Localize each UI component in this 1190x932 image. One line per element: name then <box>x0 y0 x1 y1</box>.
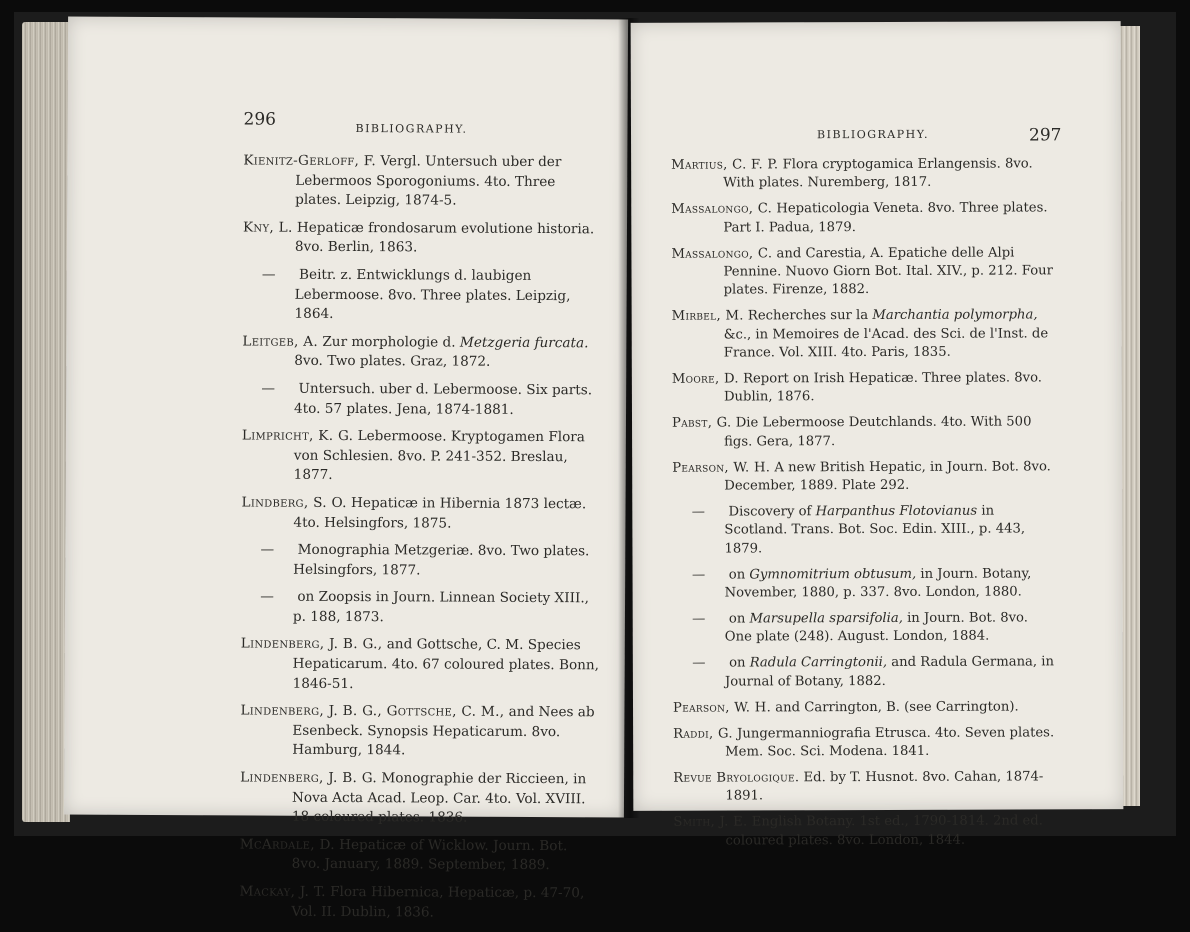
entry-text: Flora cryptogamica Erlangensis. 8vo. With plates. Nuremberg, 1817. <box>723 156 1033 191</box>
entry-author: McArdale, D. <box>239 836 335 853</box>
entry-italic-title: Radula Carringtonii, <box>749 655 888 671</box>
bibliography-entry <box>671 244 1053 301</box>
entry-text: on <box>724 655 750 671</box>
entry-author: Kny, L. <box>242 219 293 236</box>
entry-author: Raddi, G. <box>673 726 733 742</box>
bibliography-entry <box>242 265 602 326</box>
entry-text: Monographia Metzgeriæ. 8vo. Two plates. Helsingfors, 1877. <box>293 541 590 579</box>
bibliography-entry <box>241 588 601 629</box>
entry-text: and Radula Germana, in Journal of Botany, 1882. <box>724 654 1055 690</box>
bibliography-entry <box>241 541 601 582</box>
entry-text: 8vo. Two plates. Graz, 1872. <box>294 353 491 371</box>
entry-text: &c., in Memoires de l'Acad. des Sci. de l'Inst. de France. Vol. XIII. 4to. Paris, 1835. <box>723 326 1049 361</box>
entry-text: on <box>724 611 750 627</box>
bibliography-entry <box>673 698 1055 718</box>
bibliography-entry <box>671 200 1053 238</box>
entry-author: Massalongo, C. <box>671 201 773 218</box>
entry-author: Moore, D. <box>671 371 739 387</box>
entry-author: Lindenberg, J. B. G., <box>240 635 383 653</box>
bibliography-entry <box>242 332 602 373</box>
entry-text: Hepaticæ of Wicklow. Journ. Bot. 8vo. January, 1889. September, 1889. <box>291 836 568 874</box>
bibliography-entry <box>673 724 1055 762</box>
entry-text: Lebermoose. Kryptogamen Flora von Schlesien. 8vo. P. 241-352. Breslau, 1877. <box>293 428 585 484</box>
entry-italic-title: Metzgeria furcata. <box>459 334 589 352</box>
entry-italic-title: Marchantia polymorpha, <box>872 307 1038 324</box>
entry-text: and Carestia, A. Epatiche delle Alpi Pennine. Nuovo Giorn Bot. Ital. XIV., p. 212. Four plates. Firenze, 1882. <box>723 245 1053 298</box>
entry-author: Kienitz-Gerloff, F. <box>243 152 377 170</box>
bibliography-entry <box>672 458 1054 496</box>
entry-text: Jungermanniografia Etrusca. 4to. Seven plates. Mem. Soc. Sci. Modena. 1841. <box>725 724 1055 760</box>
bibliography-entry <box>673 813 1055 851</box>
entry-author: Pabst, G. <box>671 415 732 432</box>
bibliography-entry <box>672 369 1054 407</box>
bibliography-entry <box>241 493 601 534</box>
entry-author: Pearson, W. H. <box>672 460 771 476</box>
entry-author: Revue Bryologique. <box>673 770 800 786</box>
entry-author: Lindenberg, J. B. G. <box>240 769 378 787</box>
bibliography-entry <box>240 768 600 829</box>
entry-text: in Journ. Botany, November, 1880, p. 337. 8vo. London, 1880. <box>724 566 1032 601</box>
entry-author: Mirbel, M. <box>671 308 744 325</box>
running-head: BIBLIOGRAPHY. <box>816 127 930 142</box>
entry-text: and Carrington, B. (see Carrington). <box>771 699 1019 716</box>
bibliography-entry <box>673 609 1055 647</box>
entry-text: Untersuch. uber d. Lebermoose. Six parts. 4to. 57 plates. Jena, 1874-1881. <box>294 380 593 418</box>
bibliography-entry <box>243 218 603 259</box>
entry-italic-title: Gymnomitrium obtusum, <box>749 566 917 583</box>
ditto-dash: — <box>261 266 276 283</box>
bibliography-entry <box>673 565 1055 603</box>
entry-author: Martius, C. F. P. <box>671 157 779 173</box>
entry-text: Die Lebermoose Deutchlands. 4to. With 500 figs. Gera, 1877. <box>724 414 1032 450</box>
entry-text: Report on Irish Hepaticæ. Three plates. 8vo. Dublin, 1876. <box>723 370 1043 406</box>
entry-text: English Botany. 1st ed., 1790-1814. 2nd ed. coloured plates. 8vo. London, 1844. <box>725 813 1043 849</box>
entry-text: and Gottsche, C. M. Species Hepaticarum. 4to. 67 coloured plates. Bonn, 1846-51. <box>292 636 600 692</box>
entry-text: in Scotland. Trans. Bot. Soc. Edin. XIII., p. 443, 1879. <box>724 503 1026 557</box>
entry-text: Recherches sur la <box>743 308 873 324</box>
entry-text: Hepaticæ in Hibernia 1873 lectæ. 4to. Helsingfors, 1875. <box>293 494 587 532</box>
entry-text: and Nees ab Esenbeck. Synopsis Hepaticarum. 8vo. Hamburg, 1844. <box>292 704 595 759</box>
entry-author: Limpricht, K. G. <box>241 427 354 445</box>
left-page-edges <box>22 22 70 822</box>
bibliography-entry <box>242 427 602 488</box>
ditto-dash: — <box>692 655 706 671</box>
bibliography-entry <box>241 635 601 696</box>
ditto-dash: — <box>261 380 275 397</box>
bibliography-entry <box>673 768 1055 806</box>
entry-author: Lindberg, S. O. <box>241 494 347 511</box>
entry-text: on <box>724 567 750 583</box>
ditto-dash: — <box>260 588 274 605</box>
bibliography-entry <box>243 151 603 212</box>
entry-text: Ed. by T. Husnot. 8vo. Cahan, 1874-1891. <box>725 769 1044 804</box>
entry-text: Hepaticologia Veneta. 8vo. Three plates. Part I. Padua, 1879. <box>723 200 1048 236</box>
entry-text: Beitr. z. Entwicklungs d. laubigen Lebermoose. 8vo. Three plates. Leipzig, 1864. <box>294 266 571 323</box>
running-head: BIBLIOGRAPHY. <box>355 122 468 136</box>
bibliography-entry <box>239 882 599 923</box>
bibliography-entry <box>672 414 1054 452</box>
page-number: 296 <box>243 109 277 130</box>
ditto-dash: — <box>692 611 706 627</box>
page-number: 297 <box>1028 125 1062 146</box>
right-page <box>631 21 1124 849</box>
bibliography-list <box>671 155 1055 858</box>
entry-author: Massalongo, C. <box>671 245 773 262</box>
entry-text: Flora Hibernica, Hepaticæ, p. 47-70, Vol. II. Dublin, 1836. <box>291 883 585 921</box>
bibliography-entry <box>671 155 1053 193</box>
entry-italic-title: Harpanthus Flotovianus <box>815 503 978 520</box>
entry-author: Mackay, J. T. <box>239 883 326 900</box>
bibliography-entry <box>672 502 1054 559</box>
entry-text: Zur morphologie d. <box>318 333 460 351</box>
entry-italic-title: Marsupella sparsifolia, <box>749 610 903 627</box>
bibliography-list <box>239 151 603 931</box>
entry-text: Hepaticæ frondosarum evolutione historia. 8vo. Berlin, 1863. <box>292 219 595 256</box>
entry-author: Lindenberg, J. B. G., Gottsche, C. M., <box>240 702 505 721</box>
ditto-dash: — <box>691 504 705 520</box>
bibliography-entry <box>672 307 1054 364</box>
entry-author: Smith, J. E. <box>673 814 748 830</box>
entry-text: A new British Hepatic, in Journ. Bot. 8vo. December, 1889. Plate 292. <box>724 459 1051 494</box>
entry-text: on Zoopsis in Journ. Linnean Society XIII., p. 188, 1873. <box>292 589 590 626</box>
ditto-dash: — <box>260 541 275 558</box>
bibliography-entry <box>673 654 1055 692</box>
entry-text: Monographie der Riccieen, in Nova Acta Acad. Leop. Car. 4to. Vol. XVIII. 18 coloured plates. 1836. <box>291 770 587 826</box>
entry-text: Vergl. Untersuch uber der Lebermoos Sporogoniums. 4to. Three plates. Leipzig, 1874-5. <box>295 153 562 209</box>
entry-author: Pearson, W. H. <box>672 700 772 716</box>
bibliography-entry <box>240 702 600 763</box>
bibliography-entry <box>242 379 602 420</box>
entry-text: Discovery of <box>724 504 816 520</box>
ditto-dash: — <box>691 567 706 583</box>
entry-text: in Journ. Bot. 8vo. One plate (248). August. London, 1884. <box>724 610 1028 645</box>
bibliography-entry <box>240 835 600 876</box>
left-page <box>64 17 628 921</box>
entry-author: Leitgeb, A. <box>242 333 319 350</box>
